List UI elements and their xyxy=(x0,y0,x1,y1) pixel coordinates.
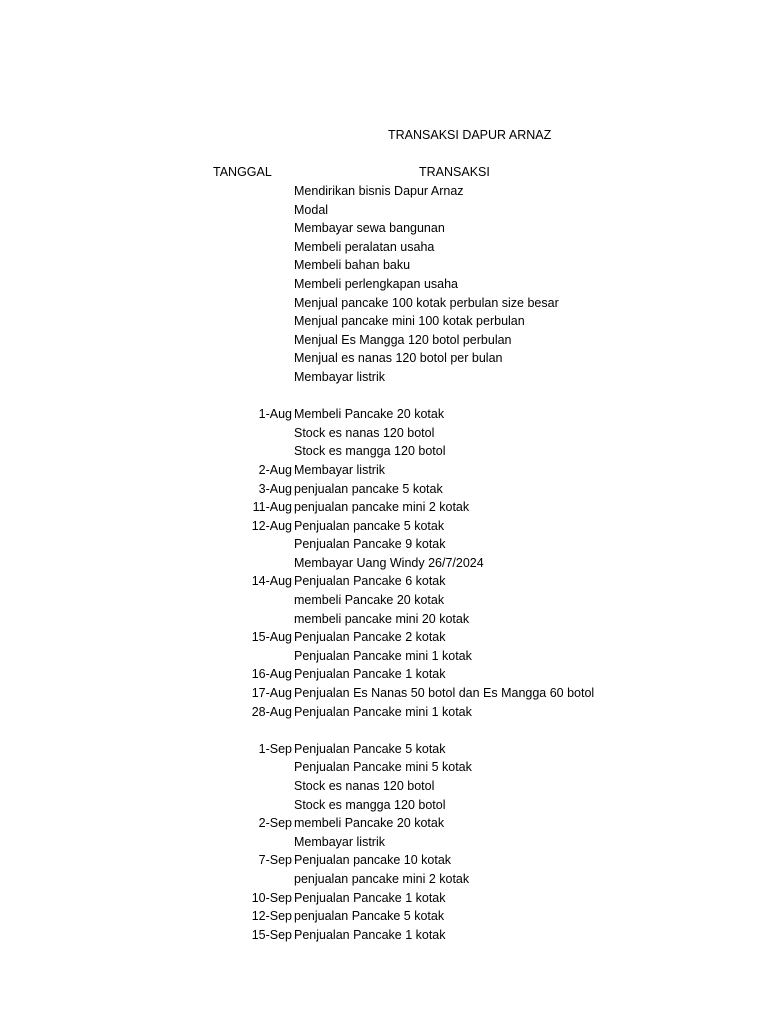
row-transaction: Stock es mangga 120 botol xyxy=(294,797,446,812)
table-row xyxy=(200,368,720,387)
table-row xyxy=(200,851,720,870)
row-transaction: Menjual pancake mini 100 kotak perbulan xyxy=(294,314,525,329)
row-transaction: Penjualan Es Nanas 50 botol dan Es Mangga 60 botol xyxy=(294,686,595,701)
table-row xyxy=(200,201,720,220)
table-row xyxy=(200,870,720,889)
table-row xyxy=(200,889,720,908)
row-transaction: membeli pancake mini 20 kotak xyxy=(294,611,470,626)
row-date: 3-Aug xyxy=(258,481,292,496)
row-transaction: Menjual es nanas 120 botol per bulan xyxy=(294,351,503,366)
row-date: 10-Sep xyxy=(251,890,292,905)
table-row xyxy=(200,294,720,313)
row-transaction: membeli Pancake 20 kotak xyxy=(294,593,445,608)
document-title: TRANSAKSI DAPUR ARNAZ xyxy=(388,128,552,142)
table-row xyxy=(200,424,720,443)
transaction-list xyxy=(200,182,720,944)
row-transaction: Stock es nanas 120 botol xyxy=(294,779,435,793)
row-transaction: penjualan pancake 5 kotak xyxy=(294,481,443,496)
table-row xyxy=(200,554,720,573)
row-transaction: Membeli perlengkapan usaha xyxy=(294,276,458,291)
row-transaction: Penjualan Pancake mini 1 kotak xyxy=(294,704,472,719)
table-row xyxy=(200,684,720,703)
row-transaction: Stock es mangga 120 botol xyxy=(294,444,446,459)
row-transaction: Stock es nanas 120 botol xyxy=(294,425,435,440)
table-row xyxy=(200,535,720,554)
row-transaction: Membeli Pancake 20 kotak xyxy=(294,407,445,422)
table-row xyxy=(200,461,720,480)
row-transaction: Membeli bahan baku xyxy=(294,258,411,273)
row-transaction: Mendirikan bisnis Dapur Arnaz xyxy=(294,184,464,198)
row-transaction: Penjualan pancake 10 kotak xyxy=(294,853,452,868)
row-transaction: Menjual Es Mangga 120 botol perbulan xyxy=(294,332,512,347)
table-row xyxy=(200,777,720,796)
table-row xyxy=(200,275,720,294)
row-transaction: penjualan pancake mini 2 kotak xyxy=(294,871,470,886)
row-date: 28-Aug xyxy=(251,704,292,719)
row-date: 12-Sep xyxy=(251,909,292,924)
table-row xyxy=(200,312,720,331)
row-transaction: Membayar listrik xyxy=(294,369,385,384)
table-row xyxy=(200,926,720,945)
row-date: 12-Aug xyxy=(251,518,292,533)
table-row xyxy=(200,480,720,499)
table-row xyxy=(200,405,720,424)
table-row xyxy=(200,238,720,257)
table-row xyxy=(200,796,720,815)
row-transaction: Penjualan Pancake 1 kotak xyxy=(294,667,446,682)
row-date: 1-Aug xyxy=(258,407,292,422)
row-date: 15-Aug xyxy=(251,630,292,645)
table-row xyxy=(200,647,720,666)
row-transaction: penjualan pancake mini 2 kotak xyxy=(294,500,470,515)
table-row xyxy=(200,833,720,852)
row-date: 17-Aug xyxy=(251,686,292,701)
row-transaction: Membayar Uang Windy 26/7/2024 xyxy=(294,555,484,570)
row-transaction: Membayar listrik xyxy=(294,834,385,849)
table-row xyxy=(200,740,720,759)
row-date: 14-Aug xyxy=(251,574,292,589)
column-header-date: TANGGAL xyxy=(213,165,272,179)
table-row xyxy=(200,758,720,777)
row-transaction: Membayar listrik xyxy=(294,462,385,477)
table-row xyxy=(200,256,720,275)
row-date: 1-Sep xyxy=(258,741,292,756)
row-transaction: Penjualan Pancake 5 kotak xyxy=(294,741,446,756)
row-transaction: Penjualan Pancake 1 kotak xyxy=(294,927,446,942)
row-transaction: penjualan Pancake 5 kotak xyxy=(294,909,445,924)
row-date: 16-Aug xyxy=(251,667,292,682)
row-date: 7-Sep xyxy=(258,853,292,868)
row-transaction: Penjualan Pancake 1 kotak xyxy=(294,890,446,905)
table-row xyxy=(200,721,720,740)
table-row xyxy=(200,182,720,201)
table-row xyxy=(200,331,720,350)
table-row xyxy=(200,703,720,722)
table-row xyxy=(200,907,720,926)
row-date: 15-Sep xyxy=(251,927,292,942)
row-transaction: Modal xyxy=(294,202,329,217)
row-transaction: Penjualan Pancake mini 1 kotak xyxy=(294,648,472,663)
table-row xyxy=(200,498,720,517)
row-transaction: Penjualan Pancake 6 kotak xyxy=(294,574,446,589)
column-header-transaction: TRANSAKSI xyxy=(419,165,490,179)
table-row xyxy=(200,219,720,238)
row-transaction: Penjualan Pancake 2 kotak xyxy=(294,630,446,645)
table-row xyxy=(200,628,720,647)
table-row xyxy=(200,517,720,536)
row-date: 2-Aug xyxy=(258,462,292,477)
table-row xyxy=(200,442,720,461)
row-transaction: Membayar sewa bangunan xyxy=(294,221,445,236)
table-row xyxy=(200,349,720,368)
table-row xyxy=(200,572,720,591)
table-row xyxy=(200,591,720,610)
row-transaction: Penjualan Pancake 9 kotak xyxy=(294,537,446,552)
row-transaction: membeli Pancake 20 kotak xyxy=(294,816,445,831)
row-date: 2-Sep xyxy=(258,816,292,831)
table-row xyxy=(200,814,720,833)
row-date: 11-Aug xyxy=(252,500,292,515)
table-row xyxy=(200,610,720,629)
row-transaction: Menjual pancake 100 kotak perbulan size besar xyxy=(294,295,559,310)
row-transaction: Membeli peralatan usaha xyxy=(294,239,435,254)
table-row xyxy=(200,665,720,684)
row-transaction: Penjualan pancake 5 kotak xyxy=(294,518,445,533)
row-transaction: Penjualan Pancake mini 5 kotak xyxy=(294,760,472,775)
table-row xyxy=(200,387,720,406)
